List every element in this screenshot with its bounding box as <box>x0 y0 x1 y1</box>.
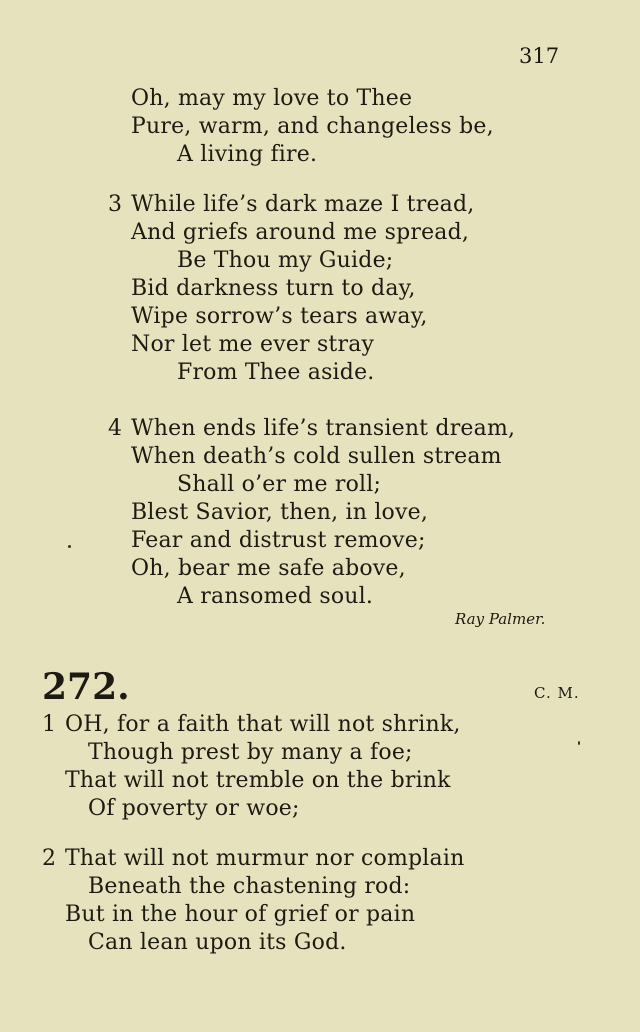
verse-line: And griefs around me spread, <box>131 220 470 245</box>
hymn-number: 272. <box>42 666 130 708</box>
verse-line: Fear and distrust remove; <box>131 528 426 553</box>
verse-line: When ends life’s transient dream, <box>131 416 516 441</box>
verse-line: Of poverty or woe; <box>88 796 300 821</box>
verse-line: When death’s cold sullen stream <box>131 444 502 469</box>
verse-line: Can lean upon its God. <box>88 930 347 955</box>
verse-line: From Thee aside. <box>177 360 375 385</box>
verse-line: That will not tremble on the brink <box>65 768 451 793</box>
stanza-number: 2 <box>42 846 56 871</box>
verse-line: Oh, may my love to Thee <box>131 86 413 111</box>
hymn-meter: C. M. <box>534 684 580 702</box>
author-attribution: Ray Palmer. <box>455 610 546 628</box>
verse-line: While life’s dark maze I tread, <box>131 192 475 217</box>
page-number: 317 <box>519 44 560 68</box>
verse-line: Beneath the chastening rod: <box>88 874 411 899</box>
verse-line: Shall o’er me roll; <box>177 472 382 497</box>
verse-line: A ransomed soul. <box>177 584 374 609</box>
verse-line: A living fire. <box>177 142 318 167</box>
verse-line: Nor let me ever stray <box>131 332 375 357</box>
paper-speck <box>578 741 580 745</box>
verse-line: OH, for a faith that will not shrink, <box>65 712 461 737</box>
verse-line: Bid darkness turn to day, <box>131 276 416 301</box>
paper-speck <box>68 545 71 548</box>
verse-line: That will not murmur nor complain <box>65 846 465 871</box>
verse-line: Though prest by many a foe; <box>88 740 413 765</box>
verse-line: Pure, warm, and changeless be, <box>131 114 494 139</box>
stanza-number: 1 <box>42 712 56 737</box>
stanza-number: 4 <box>108 416 122 441</box>
stanza-number: 3 <box>108 192 122 217</box>
verse-line: Wipe sorrow’s tears away, <box>131 304 428 329</box>
verse-line: Blest Savior, then, in love, <box>131 500 429 525</box>
verse-line: But in the hour of grief or pain <box>65 902 416 927</box>
verse-line: Oh, bear me safe above, <box>131 556 406 581</box>
verse-line: Be Thou my Guide; <box>177 248 394 273</box>
